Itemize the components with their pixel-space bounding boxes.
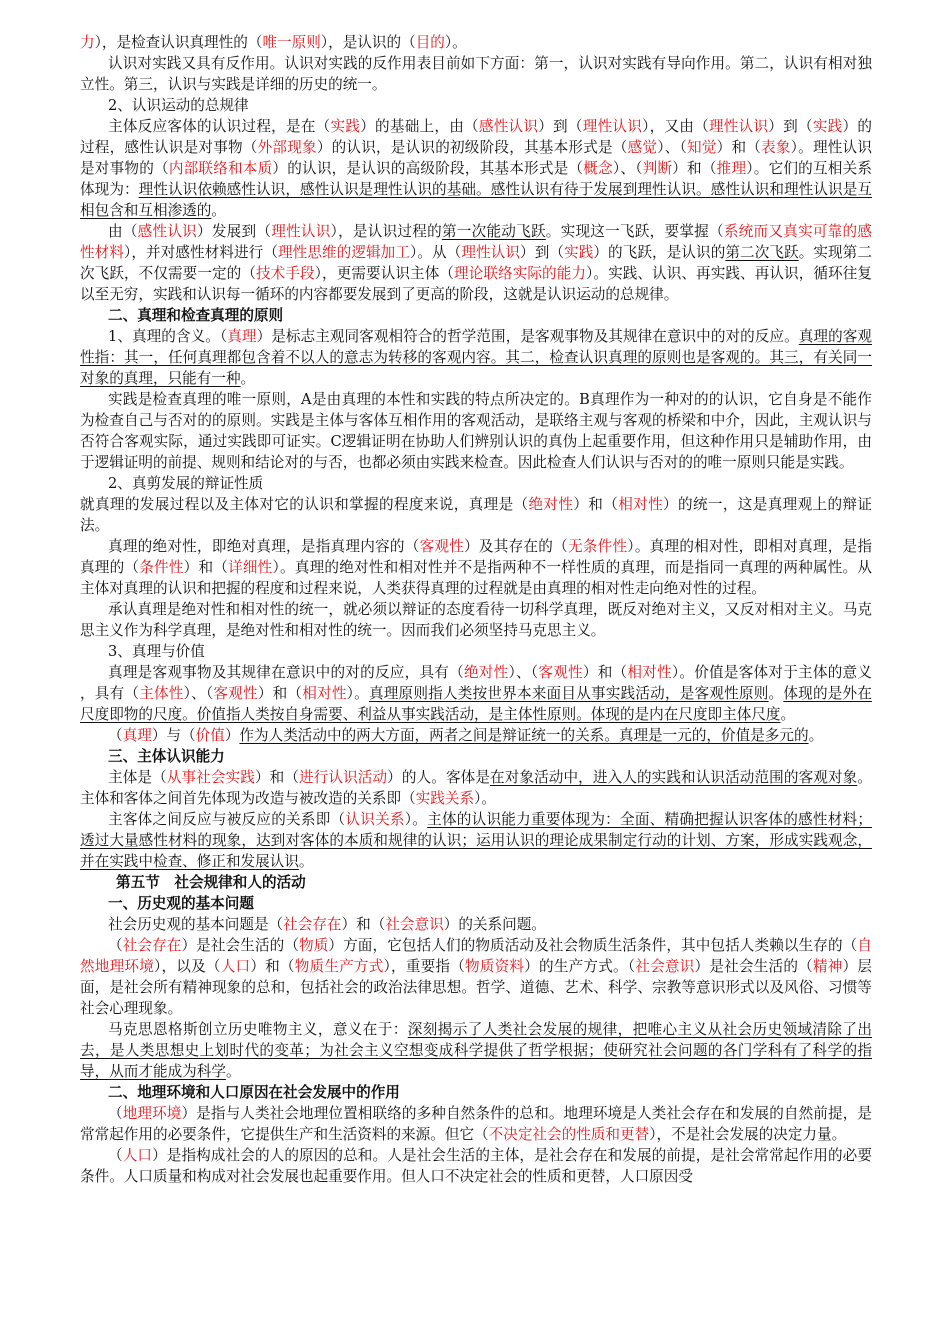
red-answer-text: 知觉 — [687, 139, 717, 156]
paragraph — [80, 389, 872, 473]
text-segment: ）是指与人类社会地理位置相联络的多种自然条件的总和。地理环境是人类社会存在和发展的自然前提，是常常起作用的必要条件，它提供生产和生活资料的来源。但它（ — [80, 1105, 872, 1143]
text-segment: ）是指构成社会的人的原因的总和。人是社会生活的主体，是社会存在和发展的前提，是社会常常起作用的必要条件。人口质量和构成对社会发展也起重要作用。但人口不决定社会的性质和更替，人口原因受 — [80, 1147, 872, 1185]
text-segment: ）。价值是客体对于主体的意义 ，具有（ — [80, 664, 872, 702]
red-answer-text: 无条件性 — [567, 538, 628, 555]
text-segment: ）的统一，这是真理观上的辩证法。 — [80, 496, 872, 534]
text-segment: 。 — [768, 685, 784, 702]
underlined-text: 真理的客观性指： — [80, 328, 872, 366]
red-answer-text: 社会存在 — [283, 916, 342, 933]
red-answer-text: 唯一原则 — [262, 34, 321, 51]
red-answer-text: 实践关系 — [415, 790, 475, 807]
text-segment: ）。真理的绝对性和相对性并不是指两种不一样性质的真理，而是指同一真理的两种属性。从主体对真理的认识和把握的程度和过程来说，人类获得真理的过程就是由真理的相对性走向绝对性的过程。 — [80, 559, 872, 597]
text-segment: ），是检查认识真理性的（ — [94, 34, 263, 51]
text-segment: ）的认识，是认识的高级阶段，其基本形式是（ — [272, 160, 584, 177]
text-segment: 2、真剪发展的辩证性质 — [108, 475, 264, 492]
text-segment: ），是认识的（ — [320, 34, 416, 51]
red-answer-text: 概念 — [583, 160, 613, 177]
underlined-text: 其一，任何真理都包含着不以人的意志为转移的客观内容。其二，检查认识真理的原则也是客观的。其三，有关同一对象的真理，只能有一种 — [80, 349, 872, 387]
text-segment: ），是认识过程的 — [330, 223, 442, 240]
text-segment: ）的基础上，由（ — [360, 118, 479, 135]
text-segment: ）和（ — [183, 559, 229, 576]
text-segment: ）是社会生活的（ — [694, 958, 813, 975]
paragraph — [80, 32, 872, 53]
text-segment: ），重要指（ — [383, 958, 466, 975]
text-segment: ）方面，它包括人们的物质活动及社会物质生活条件，其中包括人类赖以生存的（ — [328, 937, 858, 954]
red-answer-text: 感性认识 — [137, 223, 198, 240]
red-answer-text: 真理 — [122, 727, 152, 744]
red-answer-text: 物质资料 — [465, 958, 525, 975]
text-segment: 二、真理和检查真理的原则 — [108, 307, 284, 324]
text-segment: 三、主体认识能力 — [108, 748, 225, 765]
text-segment: ）是社会生活的（ — [181, 937, 300, 954]
document-body — [80, 32, 872, 1187]
text-segment: ）。 — [346, 685, 369, 702]
red-answer-text: 认识关系 — [345, 811, 405, 828]
red-answer-text: 感性认识 — [478, 118, 539, 135]
red-answer-text: 人口 — [122, 1147, 153, 1164]
section-heading — [80, 1082, 872, 1103]
text-segment: ），以及（ — [154, 958, 221, 975]
paragraph — [80, 221, 872, 305]
text-segment: 3、真理与价值 — [108, 643, 205, 660]
red-answer-text: 地理环境 — [122, 1105, 182, 1122]
red-answer-text: 客观性 — [213, 685, 258, 702]
red-answer-text: 相对性 — [618, 496, 664, 513]
red-answer-text: 系统而又真实可靠的感性材料 — [80, 223, 872, 261]
text-segment: 真理的绝对性，即绝对真理，是指真理内容的（ — [108, 538, 420, 555]
text-segment: ）。理性认识是对事物的（ — [80, 139, 872, 177]
section-heading — [80, 305, 872, 326]
text-segment: 就真理的发展过程以及主体对它的认识和掌握的程度来说，真理是（ — [80, 496, 529, 513]
red-answer-text: 表象 — [761, 139, 791, 156]
text-segment: 。 — [240, 370, 256, 387]
red-answer-text: 判断 — [642, 160, 673, 177]
red-answer-text: 内部联络和本质 — [168, 160, 273, 177]
red-answer-text: 精神 — [812, 958, 843, 975]
red-answer-text: 实践 — [812, 118, 843, 135]
red-answer-text: 客观性 — [538, 664, 583, 681]
paragraph — [80, 662, 872, 725]
text-segment: ）。 — [444, 34, 467, 51]
text-segment: （ — [108, 727, 123, 744]
red-answer-text: 详细性 — [228, 559, 273, 576]
text-segment: ）。真理的相对性，即相对真理，是指真理的（ — [80, 538, 872, 576]
text-segment: ），又由（ — [642, 118, 709, 135]
text-segment: ）和（ — [573, 496, 619, 513]
text-segment: ）的认识，是认识的初级阶段，其基本形式是（ — [316, 139, 628, 156]
paragraph — [80, 53, 872, 95]
paragraph — [80, 914, 872, 935]
text-segment: 二、地理环境和人口原因在社会发展中的作用 — [108, 1084, 400, 1101]
text-segment: ）的过程，感性认识是对事物（ — [80, 118, 872, 156]
underlined-text: 第二次飞跃 — [725, 244, 799, 261]
text-segment: ）、（ — [612, 160, 643, 177]
red-answer-text: 从事社会实践 — [166, 769, 255, 786]
red-answer-text: 力 — [80, 34, 95, 51]
text-segment: ）。从（ — [410, 244, 462, 261]
paragraph — [80, 116, 872, 221]
paragraph — [80, 326, 872, 389]
red-answer-text: 物质生产方式 — [294, 958, 384, 975]
text-segment: ），更需要认识主体（ — [314, 265, 455, 282]
text-segment: 。实现这一飞跃，要掌握（ — [545, 223, 724, 240]
section-heading — [80, 872, 872, 893]
text-segment: ）到（ — [538, 118, 583, 135]
text-segment: 。实现第二次飞跃，不仅需要一定的（ — [80, 244, 872, 282]
red-answer-text: 社会存在 — [122, 937, 182, 954]
text-segment: ），并对感性材料进行（ — [124, 244, 279, 261]
text-segment: ）和（ — [672, 160, 717, 177]
paragraph — [80, 599, 872, 641]
red-answer-text: 绝对性 — [528, 496, 574, 513]
red-answer-text: 不决定社会的性质和更替 — [488, 1126, 650, 1143]
red-answer-text: 外部现象 — [257, 139, 317, 156]
red-answer-text: 真理 — [227, 328, 257, 345]
red-answer-text: 价值 — [195, 727, 225, 744]
red-answer-text: 技术手段 — [256, 265, 315, 282]
red-answer-text: 主体性 — [139, 685, 184, 702]
text-segment: 。 — [780, 706, 796, 723]
text-segment: 由（ — [108, 223, 138, 240]
text-segment: ）和（ — [254, 769, 300, 786]
text-segment: 真理是客观事物及其规律在意识中的对的反应，具有（ — [108, 664, 464, 681]
red-answer-text: 理性认识 — [582, 118, 643, 135]
paragraph — [80, 641, 872, 662]
paragraph — [80, 1019, 872, 1082]
red-answer-text: 社会意识 — [635, 958, 695, 975]
text-segment: 2、认识运动的总规律 — [108, 97, 249, 114]
text-segment: 第五节 社会规律和人的活动 — [116, 874, 306, 891]
red-answer-text: 条件性 — [139, 559, 184, 576]
red-answer-text: 实践 — [564, 244, 594, 261]
text-segment: ）。 — [474, 790, 496, 807]
red-answer-text: 自然地理环境 — [80, 937, 872, 975]
red-answer-text: 理性认识 — [271, 223, 331, 240]
paragraph — [80, 725, 872, 746]
red-answer-text: 理论联络实际的能力 — [454, 265, 587, 282]
text-segment: ）和（ — [341, 916, 386, 933]
text-segment: 认识对实践又具有反作用。认识对实践的反作用表目前如下方面：第一，认识对实践有导向作用。第二，认识有相对独立性。第三，认识与实践是详细的历史的统一。 — [80, 55, 872, 93]
underlined-text: 理性认识依赖感性认识，感性认识是理性认识的基础。感性认识有待于发展到理性认识。感性认识和理性认识是互相包含和互相渗透的 — [80, 181, 872, 219]
text-segment: ）到（ — [768, 118, 813, 135]
text-segment: ）的关系问题。 — [443, 916, 546, 933]
text-segment: ）、（ — [657, 139, 688, 156]
text-segment: 主体反应客体的认识过程，是在（ — [108, 118, 331, 135]
red-answer-text: 目的 — [415, 34, 445, 51]
text-segment: 。 — [298, 853, 314, 870]
red-answer-text: 进行认识活动 — [299, 769, 388, 786]
text-segment: （ — [108, 1105, 123, 1122]
text-segment: ）和（ — [257, 685, 303, 702]
paragraph — [80, 494, 872, 536]
section-heading — [80, 746, 872, 767]
red-answer-text: 人口 — [220, 958, 251, 975]
text-segment: ）与（ — [151, 727, 196, 744]
text-segment: （ — [108, 937, 123, 954]
text-segment: ）和（ — [716, 139, 762, 156]
text-segment: 社会历史观的基本问题是（ — [108, 916, 284, 933]
underlined-text: 真理原则指人类按世界本来面目从事实践活动，是客观性原则 — [368, 685, 769, 702]
red-answer-text: 理性思维的逻辑加工 — [278, 244, 410, 261]
text-segment: 。主体和客体之间首先体现为改造与被改造的关系即（ — [80, 769, 872, 807]
paragraph — [80, 809, 872, 872]
paragraph — [80, 473, 872, 494]
paragraph — [80, 935, 872, 1019]
underlined-text: 作为人类活动中的两大方面，两者之间是辩证统一的关系。真理是一元的，价值是多元的 — [239, 727, 809, 744]
paragraph — [80, 95, 872, 116]
text-segment: ）的生产方式。（ — [524, 958, 636, 975]
text-segment: ）的飞跃，是认识的 — [593, 244, 726, 261]
text-segment: 一、历史观的基本问题 — [108, 895, 254, 912]
text-segment: 。 — [211, 202, 226, 219]
text-segment: ）发展到（ — [197, 223, 272, 240]
underlined-text: 体现的是外在尺度即物的尺度。价值指人类按自身需要、利益从事实践活动，是主体性原则。体现的是内在尺度即主体尺度 — [80, 685, 872, 723]
text-segment: ）。它们的互相关系体现为： — [80, 160, 872, 198]
text-segment: 主客体之间反应与被反应的关系即（ — [108, 811, 346, 828]
red-answer-text: 相对性 — [302, 685, 347, 702]
red-answer-text: 绝对性 — [463, 664, 509, 681]
text-segment: ）。实践、认识、再实践、再认识，循环往复以至无穷，实践和认识每一循环的内容都要发展到了更高的阶段，这就是认识运动的总规律。 — [80, 265, 872, 303]
underlined-text: 主体的认识能力重要体现为：全面、精确把握认识客体的感性材料；透过大量感性材料的现象，达到对客体的本质和规律的认识；运用认识的理论成果制定行动的计划、方案，形成实践观念，并在实践中检查、修正和发展认识 — [80, 811, 872, 870]
underlined-text: 深刻揭示了人类社会发展的规律，把唯心主义从社会历史领域清除了出去，是人类思想史上划时代的变革；为社会主义空想变成科学提供了哲学根据；使研究社会问题的各门学科有了科学的指导，从而才能成为科学 — [80, 1021, 872, 1080]
red-answer-text: 理性认识 — [461, 244, 521, 261]
text-segment: ）、（ — [508, 664, 539, 681]
red-answer-text: 客观性 — [419, 538, 465, 555]
text-segment: ），不是社会发展的决定力量。 — [649, 1126, 847, 1143]
red-answer-text: 理性认识 — [708, 118, 769, 135]
text-segment: 实践是检查真理的唯一原则，A是由真理的本性和实践的特点所决定的。B真理作为一种对的的认识，它自身是不能作为检查自己与否对的的原则。实践是主体与客体互相作用的客观活动，是联络主观与客观的桥梁和中介，因此，主观认识与否符合客观实际，通过实践即可证实。C逻辑证明在协助人们辨别认识的真伪上起重要作用，但这种作用只是辅助作用，由于逻辑证明的前提、规则和结论对的与否，也都必须由实践来检查。因此检查人们认识与否对的的唯一原则只能是实践。 — [80, 391, 872, 471]
text-segment: ）、（ — [183, 685, 214, 702]
text-segment: ）的人。客体是 — [387, 769, 491, 786]
paragraph — [80, 1103, 872, 1145]
text-segment: ）和（ — [250, 958, 295, 975]
text-segment: ）和（ — [582, 664, 628, 681]
section-heading — [80, 893, 872, 914]
text-segment: ）层面，是社会所有精神现象的总和，包括社会的政治法律思想。哲学、道德、艺术、科学、宗教等意识形式以及风俗、习惯等社会心理现象。 — [80, 958, 872, 1017]
text-segment: （ — [108, 1147, 123, 1164]
text-segment: 。 — [808, 727, 824, 744]
red-answer-text: 物质 — [299, 937, 329, 954]
text-segment: ）及其存在的（ — [464, 538, 568, 555]
text-segment: 。 — [225, 1063, 241, 1080]
red-answer-text: 实践 — [330, 118, 361, 135]
underlined-text: 在对象活动中，进入人的实践和认识活动范围的客观对象 — [490, 769, 858, 786]
text-segment: 1、真理的含义。（ — [108, 328, 228, 345]
paragraph — [80, 536, 872, 599]
text-segment: 承认真理是绝对性和相对性的统一，就必须以辩证的态度看待一切科学真理，既反对绝对主义，又反对相对主义。马克思主义作为科学真理，是绝对性和相对性的统一。因而我们必须坚持马克思主义。 — [80, 601, 872, 639]
paragraph — [80, 767, 872, 809]
text-segment: 马克思恩格斯创立历史唯物主义，意义在于： — [108, 1021, 408, 1038]
text-segment: ）。 — [404, 811, 428, 828]
text-segment: 主体是（ — [108, 769, 167, 786]
red-answer-text: 感觉 — [627, 139, 658, 156]
text-segment: ） — [224, 727, 240, 744]
text-segment: ）到（ — [520, 244, 565, 261]
paragraph — [80, 1145, 872, 1187]
red-answer-text: 推理 — [716, 160, 747, 177]
underlined-text: 第一次能动飞跃 — [441, 223, 546, 240]
red-answer-text: 社会意识 — [385, 916, 444, 933]
red-answer-text: 相对性 — [627, 664, 672, 681]
text-segment: ）是标志主观同客观相符合的哲学范围，是客观事物及其规律在意识中的对的反应。 — [256, 328, 799, 345]
